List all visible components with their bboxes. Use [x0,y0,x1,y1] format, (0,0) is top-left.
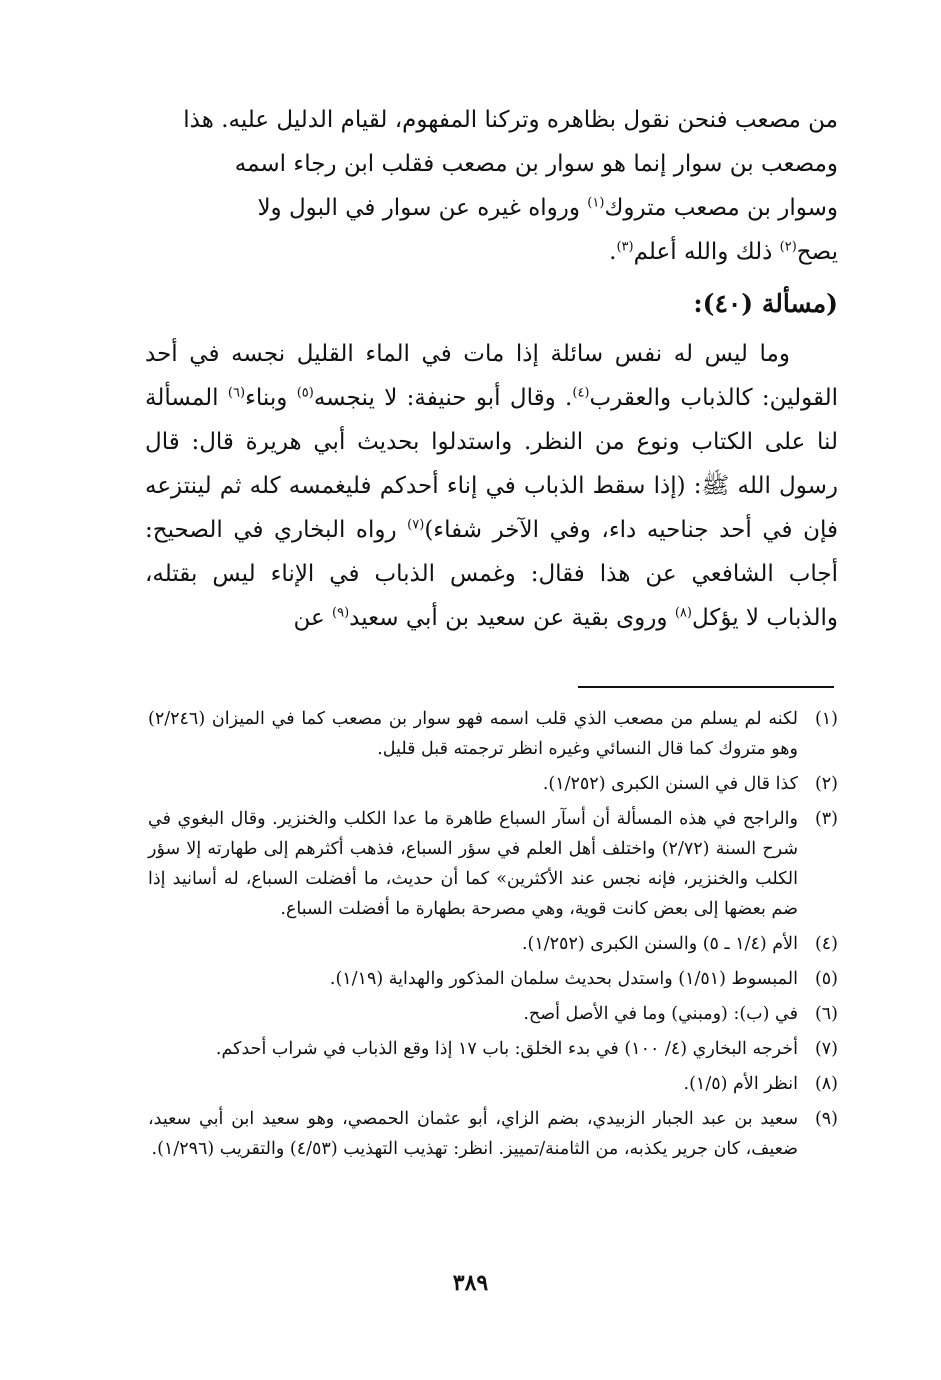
footnote-ref[interactable]: (٥) [296,385,314,401]
footnote-ref[interactable]: (١) [587,195,605,211]
footnotes [148,704,838,1169]
footnote-item [148,964,838,994]
footnote-item [148,999,838,1029]
text-line: من مصعب فنحن نقول بظاهره وتركنا المفهوم، لقيام الدليل عليه. هذا [183,107,838,133]
section-heading: (مسألة (٤٠): [693,289,838,318]
footnote-ref[interactable]: (٢) [779,239,797,255]
footnote-separator [578,686,834,688]
footnote-text: أخرجه البخاري (٤/ ١٠٠) في بدء الخلق: باب ١٧ إذا وقع الذباب في شراب أحدكم. [215,1039,798,1059]
page-number: ٣٨٩ [452,1270,489,1296]
footnote-number: (٥) [814,969,838,989]
footnote-ref[interactable]: (٣) [616,239,634,255]
footnote-text: والراجح في هذه المسألة أن أسآر السباع طاهرة ما عدا الكلب والخنزير. وقال البغوي في شرح السنة (٢/٧٢) واختلف أهل العلم في سؤر السباع، فذهب أكثرهم إلى طهارته إلا سؤر الكلب والخنزير، فإنه نجس عند الأكثرين» كما أن حديث، ما أفضلت السباع، له أسانيد إذا ضم بعضها إلى بعض كانت قوية، وهي مصرحة بطهارة ما أفضلت السباع. [148,809,798,919]
footnote-text: لكنه لم يسلم من مصعب الذي قلب اسمه فهو سوار بن مصعب كما في الميزان (٢/٢٤٦) وهو متروك كما قال النسائي وغيره انظر ترجمته قبل قليل. [148,709,798,759]
footnote-item [148,704,838,764]
footnote-ref[interactable]: (٩) [332,605,350,621]
footnote-item [148,929,838,959]
text-line: يصح$^{(٢)}$ ذلك والله أعلم$^{(٣)}$. [609,239,838,265]
footnote-text: في (ب): (ومبني) وما في الأصل أصح. [523,1004,798,1024]
text-line: وسوار بن مصعب متروك$^{(١)}$ ورواه غيره عن سوار في البول ولا [257,195,838,221]
text-line: ومصعب بن سوار إنما هو سوار بن مصعب فقلب ابن رجاء اسمه [234,151,838,177]
footnote-item [148,1104,838,1164]
footnote-text: المبسوط (١/٥١) واستدل بحديث سلمان المذكور والهداية (١/١٩). [329,969,798,989]
footnote-item [148,1069,838,1099]
footnote-item [148,1034,838,1064]
footnote-ref[interactable]: (٨) [674,605,692,621]
footnote-number: (٨) [814,1074,838,1094]
footnote-number: (١) [814,709,838,729]
footnote-ref[interactable]: (٧) [407,517,425,533]
footnote-text: سعيد بن عبد الجبار الزبيدي، بضم الزاي، أبو عثمان الحمصي، وهو سعيد ابن أبي سعيد، ضعيف، كان جرير يكذبه، من الثامنة/تمييز. انظر: تهذيب التهذيب (٤/٥٣) والتقريب (١/٢٩٦). [148,1109,798,1159]
main-text [145,98,838,640]
body-paragraph: وما ليس له نفس سائلة إذا مات في الماء القليل نجسه في أحد القولين: كالذباب والعقرب$^{(٤)}$. وقال أبو حنيفة: لا ينجسه$^{(٥)}$ وبناء$^{(٦)}$ المسألة لنا على الكتاب ونوع من النظر. واستدلوا بحديث أبي هريرة قال: قال رسول الله ﷺ: (إذا سقط الذباب في إناء أحدكم فليغمسه كله ثم لينتزعه فإن في أحد جناحيه داء، وفي الآخر شفاء)$^{(٧)}$ رواه البخاري في الصحيح: أجاب الشافعي عن هذا فقال: وغمس الذباب في الإناء ليس بقتله، والذباب لا يؤكل$^{(٨)}$ وروى بقية عن سعيد بن أبي سعيد$^{(٩)}$ عن [145,341,838,631]
footnote-text: الأم (١/٤ ـ ٥) والسنن الكبرى (١/٢٥٢). [521,934,798,954]
footnote-ref[interactable]: (٤) [572,385,590,401]
footnote-text: انظر الأم (١/٥). [683,1074,798,1094]
footnote-text: كذا قال في السنن الكبرى (١/٢٥٢). [542,774,798,794]
footnote-number: (٣) [814,809,838,829]
footnote-number: (٢) [814,774,838,794]
footnote-item [148,769,838,799]
intro-paragraph [145,98,838,274]
footnote-number: (٤) [814,934,838,954]
footnote-ref[interactable]: (٦) [227,385,246,401]
footnote-number: (٦) [814,1004,838,1024]
footnote-item [148,804,838,924]
footnote-number: (٩) [814,1109,838,1129]
footnote-number: (٧) [814,1039,838,1059]
